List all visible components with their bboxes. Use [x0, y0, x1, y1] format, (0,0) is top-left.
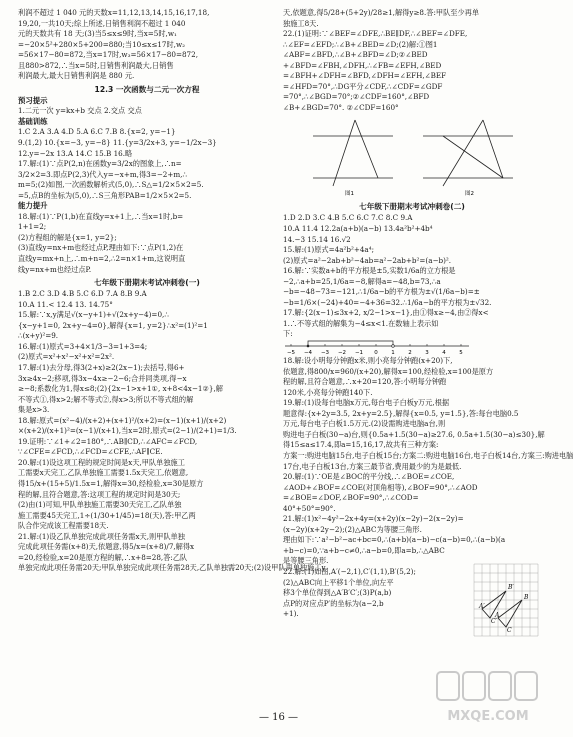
number-line-label: −5	[286, 350, 296, 357]
exam2-line: 理由如下:∵a²−b²−ac+bc=0,∴(a+b)(a−b)−c(a−b)=0,∴(a−b)(a	[283, 535, 506, 545]
answer-line: 且880>872,∴当x=5时,日销售利润最大,日销售	[18, 60, 174, 70]
exam2-line: 购进电子白板(30−a)台,则{0.5a+1.5(30−a)≥27.6, 0.5a+1.5(30−a)≤30},解	[283, 429, 545, 439]
exam2-line: 程的解,且符合题意,∴x+20=120,答:小明每分钟跑	[283, 377, 447, 387]
grid-point-label: B	[524, 594, 529, 601]
exam2-line: −b=−48−73=−121,∴1/6a−b的平方根为±√(1/6a−b)=±	[283, 287, 480, 297]
answer-line: 天,依题意,得5/28+(5+2y)/28≥1,解得y≥8.答:甲队至少再单	[283, 8, 480, 17]
exam1-line: 程的解,且符合题意,答:这项工程的规定时间是30天;	[18, 489, 181, 499]
exam2-line: 下:	[283, 329, 293, 339]
exam2-line: (2)△ABC向上平移1个单位,向左平	[283, 577, 394, 587]
answer-line: =∠HFD=70°,∴DG平分∠CDF,∴∠CDF=∠GDF	[283, 81, 443, 91]
open-endpoint	[392, 345, 395, 348]
section-title-exam-2: 七年级下册期末考试冲刺卷(二)	[359, 202, 465, 212]
number-line-label: −3	[320, 350, 330, 357]
exam2-line: 万元,每台电子白板1.5万元.(2)设需购进电脑a台,则	[283, 419, 446, 429]
basic-line: 1.C 2.A 3.A 4.D 5.A 6.C 7.B 8.{x=2, y=−1}	[18, 127, 176, 137]
section-title-exam-1: 七年级下册期末考试冲刺卷(一)	[94, 278, 200, 288]
exam1-line: 16.解:(1)原式=3+4×1/3−3=1+3=4;	[18, 341, 148, 351]
exam1-line: {x−y+1=0, 2x+y−4=0},解得{x=1, y=2}∴x²=(1)²=1	[18, 320, 208, 330]
fig1-caption: 图1	[345, 191, 354, 198]
basic-line: 9.(1,2) 10.{x=−3, y=−8} 11.{y=3/2x+3, y=−1/2x−3}	[18, 138, 217, 148]
grid-point-label: C	[507, 627, 512, 634]
exam1-line: =20,经检验,x=20是原方程的解,∴x+8=28,答:乙队	[18, 552, 188, 562]
grid-point-label: B′	[508, 584, 514, 591]
closed-endpoint	[307, 345, 310, 348]
exam1-line: 单独完成此项任务需20天;甲队单独完成此项任务需28天,乙队单独需20天;(2)设甲队再单独施工y	[18, 563, 326, 573]
subhead-basic: 基础训练	[18, 116, 48, 126]
coordinate-grid-figure	[470, 560, 549, 644]
triangle-abc-prime	[482, 591, 506, 618]
number-line	[283, 340, 541, 356]
basic-line: =5,点B的坐标为(5,0),∴S三角形PAB=1/2×5×2=5.	[18, 190, 192, 200]
exam1-line: 1.B 2.C 3.D 4.B 5.C 6.D 7.A 8.B 9.A	[18, 289, 147, 299]
exam1-line: ∵∠CFE=∠FCD,∴∠FCD=∠CFE,∴AF∥CE.	[18, 447, 163, 457]
number-line-label: 4	[442, 350, 446, 357]
ability-line: 线y=nx+m也经过点P.	[18, 264, 92, 274]
exam1-line: ×(x+2)/(x+1)²=(x−1)/(x+1),当x=2时,原式=(2−1)/(2+1)=1/3.	[18, 426, 237, 436]
page-number: — 16 —	[258, 712, 299, 723]
answer-line: 22.(1)证明:∵∠BEF=∠DFE,∴BE∥DF,∴∠BEF=∠DFE,	[283, 29, 468, 39]
exam1-line: 21.解:(1)设乙队单独完成此项任务需x天,则甲队单独	[18, 531, 185, 541]
exam1-line: 不等式①,得x>2;解不等式②,得x>3;所以不等式组的解	[18, 394, 194, 404]
ability-line: (2)方程组的解是{x=1, y=2};	[18, 232, 117, 242]
grid-point-label: A	[495, 612, 500, 619]
answer-line: 利润不超过 1 040 元的天数x=11,12,13,14,15,16,17,18,	[18, 8, 210, 17]
exam2-line: 17.解:{2(x−1)≤3x+2, x/2−1>x−1},由①得x≥−4,由②得x<	[283, 308, 489, 318]
exam2-line: 40°+50°=90°.	[283, 503, 336, 513]
exam2-line: +b−c)=0,∵a+b−c≠0,∴a−b=0,即a=b,∴△ABC	[283, 545, 445, 555]
exam2-line: 10.A 11.4 12.2a(a+b)(a−b) 13.4a²b²+4b⁴	[283, 224, 433, 234]
ability-line: 18.解:(1)∵P(1,b)在直线y=x+1上,∴当x=1时,b=	[18, 211, 184, 221]
exam2-line: 得15≤a≤17.4,即a=15,16,17,故共有三种方案:	[283, 440, 439, 450]
exam2-line: 21.解:(1)x²−4y²−2x+4y=(x+2y)(x−2y)−2(x−2y)=	[283, 514, 464, 524]
number-line-label: 2	[408, 350, 412, 357]
watermark-logo	[433, 668, 543, 728]
ability-line: (3)直线y=nx+m也经过点P,理由如下:∵点P(1,2)在	[18, 243, 184, 253]
fig2-transversal	[443, 120, 483, 186]
exam2-line: 是等腰三角形.	[283, 556, 329, 566]
exam1-line: (2)原式=x²+x²−x²+x²=2x².	[18, 352, 115, 362]
subhead-preview: 预习提示	[18, 95, 48, 105]
exam2-line: 方案一:购进电脑15台,电子白板15台;方案二:购进电脑16台,电子白板14台,方案三:购进电脑	[283, 450, 573, 460]
exam1-line: 17.解:(1)去分母,得3(2+x)≥2(2x−1);去括号,得6+	[18, 362, 185, 372]
exam2-line: ∠AOD+∠BOF=∠COE(对顶角相等),∠BOF=90°,∴∠AOD	[283, 482, 478, 492]
answer-line: +∠BFD=∠FBH,∠DFH,∴∠FB=∠EFH,∠BED	[283, 60, 442, 70]
exam1-line: 3x≥4x−2;移项,得3x−4x≥−2−6;合并同类项,得−x	[18, 373, 187, 383]
section-title-12-3: 12.3 一次函数与二元一次方程	[94, 84, 200, 94]
exam1-line: 集是x>3.	[18, 405, 50, 415]
exam1-line: 18.解:原式=(x²−4)/(x+2)+(x+1)²/(x+2)=(x−1)(x+1)/(x+2)	[18, 415, 227, 425]
answer-line: ∠B+∠BGD=70°. ②∠CDF=160°	[283, 102, 399, 112]
exam2-line: (2)原式=a²−2ab+b²−4ab=a²−2ab+b²=(a−b)².	[283, 255, 452, 265]
exam1-line: ∴(x+y)²=9.	[18, 331, 59, 341]
answer-line: 19,20,一共10天;综上所述,日销售利润不超过 1 040	[18, 18, 186, 28]
answer-line: =70°,∴∠BGD=70°;②∠CDF=160°,∠BFD	[283, 92, 430, 102]
number-line-label: 0	[374, 350, 378, 357]
exam2-line: 19.解:(1)设每台电脑x万元,每台电子白板y万元,根据	[283, 398, 450, 408]
number-line-label: −2	[337, 350, 347, 357]
exam1-line: 19.证明:∵∠1+∠2=180°,∴AB∥CD,∴∠AFC=∠FCD,	[18, 436, 198, 446]
exam2-line: 14.−3 15.14 16.√2	[283, 234, 351, 244]
exam2-line: 16.解:∵实数a+b的平方根是±5,实数1/6a的立方根是	[283, 266, 456, 276]
grid-point-label: A′	[479, 603, 485, 610]
svg-text:MXQE.COM: MXQE.COM	[447, 709, 529, 724]
exam2-line: 22.解:(1)如图,A′(−2,1),C′(1,1),B′(5,2);	[283, 566, 416, 576]
exam2-line: 点P的对应点P′的坐标为(a−2,b	[283, 598, 384, 608]
basic-line: m=5;(2)如图,一次函数解析式(5,0),∴S△=1/2×5×2=5.	[18, 180, 204, 190]
answer-line: ∠ABF=∠BFD,∴∠B+∠BFD=∠D;②∠BED	[283, 50, 428, 60]
exam1-line: 10.A 11.< 12.4 13. 14.75°	[18, 299, 113, 309]
exam2-line: 120米,小亮每分钟跑140下.	[283, 387, 373, 397]
fig1-transversal	[333, 120, 355, 186]
number-line-label: 5	[459, 350, 463, 357]
solution-interval	[308, 341, 393, 346]
triangle-abc	[498, 600, 522, 627]
exam2-line: 18.解:设小明每分钟跑x米,则小亮每分钟跑(x+20)下,	[283, 356, 453, 366]
ability-line: 直线y=mx+n上,∴m+n=2,∴2=n×1+m,这说明直	[18, 254, 186, 264]
exam1-line: ≥−8;系数化为1,得x≤8;(2){2x−1>x+1①, x+8<4x−1②},解	[18, 384, 223, 394]
fig2-segment	[483, 120, 503, 178]
right-column	[283, 8, 573, 620]
exam1-line: 15.解:∵x,y满足√(x−y+1)+√(2x+y−4)=0,∴	[18, 310, 169, 320]
answer-line: =−20×5²+280×5+200=880;当10≤x≤17时,w₂	[18, 39, 185, 49]
exam2-line: 依题意,得800/x=960/(x+20),解得x=100,经检验,x=100是原方	[283, 366, 494, 376]
number-line-label: 3	[425, 350, 429, 357]
exam2-line: 移3个单位得到△A′B′C′;(3)P(a,b)	[283, 588, 392, 598]
preview-line: 1.二元一次 y=kx+b 交点 2.交点 交点	[18, 106, 142, 116]
number-line-label: 1	[391, 350, 395, 357]
answer-line: ∴∠EF=∠EFD;∴∠B+∠BED=∠D;(2)解:①图1	[283, 39, 438, 49]
exam2-line: 1.D 2.D 3.C 4.B 5.C 6.C 7.C 8.C 9.A	[283, 213, 413, 223]
exam1-line: 20.解:(1)设这项工程的规定时间是x天,甲队单独施工	[18, 457, 185, 467]
ability-line: 1+1=2;	[18, 222, 47, 232]
grid-point-label: C′	[491, 618, 497, 625]
exam2-line: 15.解:(1)原式=4a²b²+4a⁴;	[283, 245, 375, 255]
number-line-label: −1	[354, 350, 364, 357]
answer-line: =∠BFH+∠DFH=∠BFD,∠DFH=∠EFH,∠BEF	[283, 71, 447, 81]
answer-line: 元的天数共有 18 天;(3)当5≤x≤9时,当x=5时,w₁	[18, 29, 177, 39]
exam2-line: 题意得:{x+2y=3.5, 2x+y=2.5},解得{x=0.5, y=1.5},答:每台电脑0.5	[283, 408, 519, 418]
exam2-line: 17台,电子白板13台,方案三最节省,费用最少的为是最低.	[283, 461, 462, 471]
exam2-line: 20.解:(1)∵OE是∠BOC的平分线,∴∠BOE=∠COE,	[283, 472, 455, 482]
exam2-line: =∠BOE=∠DOF,∠BOF=90°,∴∠COD=	[283, 493, 419, 503]
exam2-line: (x−2y)(x+2y−2);(2)△ABC为等腰三角形.	[283, 524, 422, 534]
exam1-line: 完成此项任务需(x+8)天,依题意,得5/x=(x+8)/7,解得x	[18, 542, 195, 552]
answer-line: 独施工8天.	[283, 18, 319, 28]
exam1-line: 工需要x天完工,乙队单独施工需要1.5x天完工,依题意,	[18, 468, 189, 478]
subhead-ability: 能力提升	[18, 201, 48, 211]
exam2-line: 1.∴不等式组的解集为−4≤x<1.在数轴上表示如	[283, 318, 439, 328]
exam2-line: −b=1/6×(−24)+40=−4+36=32.∴1/6a−b的平方根为±√32.	[283, 297, 492, 307]
basic-line: 17.解:(1)∵点P(2,n)在函数y=3/2x的图象上,∴n=	[18, 159, 182, 169]
basic-line: 3/2×2=3.即点P(2,3)代入y=−x+m,得3=−2+m,∴	[18, 169, 188, 179]
answer-line: 利润最大,最大日销售利润是 880 元.	[18, 71, 135, 81]
answer-line: =56×17−80=872,当x=17时,w₃=56×17−80=872,	[18, 50, 198, 60]
basic-line: 12.y=−2x 13.A 14.C 15.B 16.略	[18, 148, 133, 158]
fig1-segment	[355, 120, 378, 178]
exam1-line: 得15/x+(15+5)/1.5x=1,解得x=30,经检验,x=30是原方	[18, 478, 204, 488]
exam1-line: 队合作完成该工程需要18天.	[18, 521, 109, 531]
exam2-line: −2,∴a+b=25,1/6a=−8,解得a=−48,b=73,∴a	[283, 276, 441, 286]
fig2-caption: 图2	[465, 191, 474, 198]
number-line-label: −4	[303, 350, 313, 357]
exam1-line: 施工需要45天完工,1÷(1/30+1/45)=18(天),答:甲乙两	[18, 510, 196, 520]
geometry-figures	[283, 116, 541, 198]
exam1-line: (2)由(1)可知,甲队单独施工需要30天完工,乙队单独	[18, 500, 182, 510]
exam2-line: +1).	[283, 609, 299, 619]
